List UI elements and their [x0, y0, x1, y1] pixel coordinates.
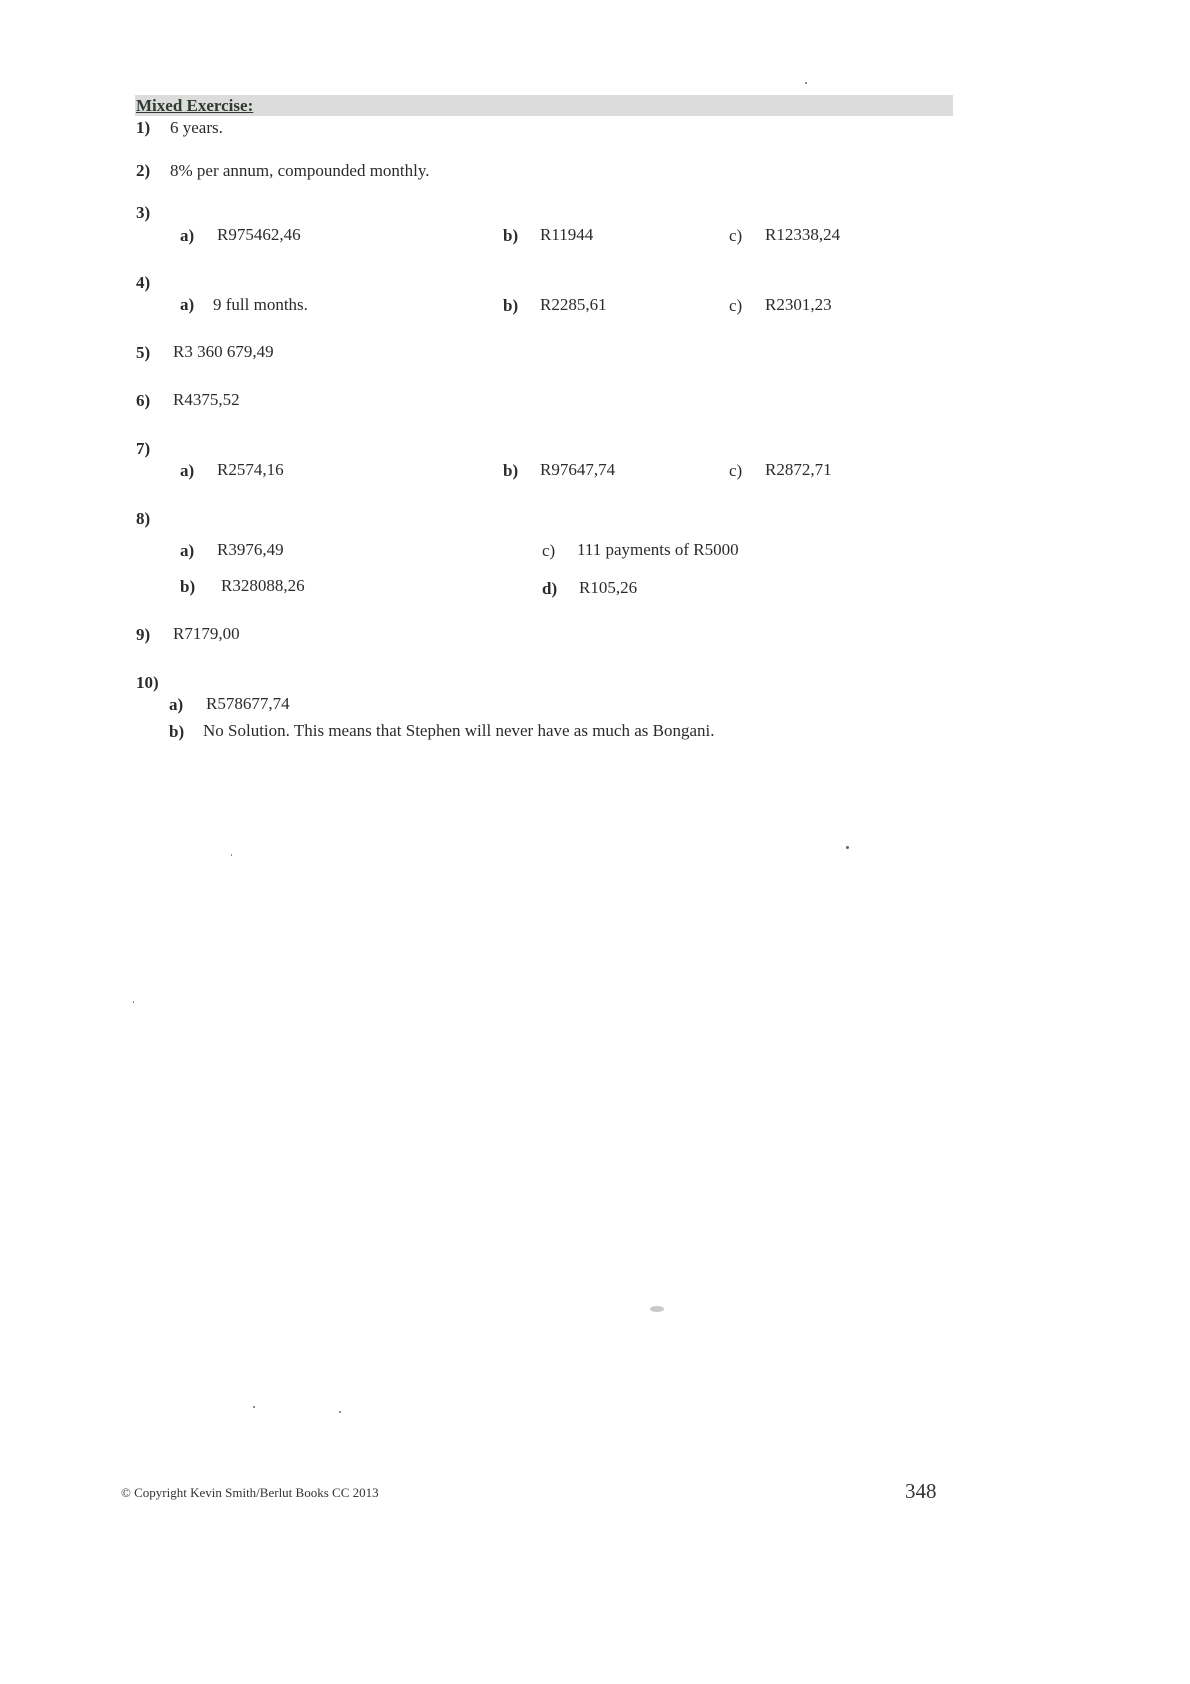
answer-10b-label: b)	[169, 722, 185, 741]
copyright-notice: © Copyright Kevin Smith/Berlut Books CC 2013	[121, 1485, 379, 1500]
answer-8b-label: b)	[180, 577, 196, 596]
answer-8c: 111 payments of R5000	[577, 540, 739, 559]
answer-3b: R11944	[540, 225, 594, 244]
answer-7c: R2872,71	[765, 460, 832, 479]
scan-speck	[231, 854, 232, 856]
question-number-5: 5)	[136, 343, 151, 362]
answer-8a: R3976,49	[217, 540, 284, 559]
question-number-4: 4)	[136, 273, 151, 292]
answer-10a: R578677,74	[206, 694, 290, 713]
answer-4a: 9 full months.	[213, 295, 308, 314]
answer-7a-label: a)	[180, 461, 195, 480]
question-number-9: 9)	[136, 625, 151, 644]
answer-2: 8% per annum, compounded monthly.	[170, 161, 430, 180]
answer-3b-label: b)	[503, 226, 519, 245]
answer-7b: R97647,74	[540, 460, 616, 479]
heading-band	[135, 95, 953, 116]
scan-speck	[805, 82, 807, 84]
answer-3a-label: a)	[180, 226, 195, 245]
question-number-1: 1)	[136, 118, 151, 137]
question-number-6: 6)	[136, 391, 151, 410]
answer-4c: R2301,23	[765, 295, 832, 314]
answer-3a: R975462,46	[217, 225, 301, 244]
answer-10b: No Solution. This means that Stephen will never have as much as Bongani.	[203, 721, 715, 740]
page-number: 348	[905, 1479, 937, 1503]
answer-9: R7179,00	[173, 624, 240, 643]
question-number-8: 8)	[136, 509, 151, 528]
answer-7b-label: b)	[503, 461, 519, 480]
answer-7c-label: c)	[729, 461, 743, 480]
answer-3c-label: c)	[729, 226, 743, 245]
scan-speck	[253, 1406, 255, 1408]
scan-smudge	[650, 1306, 664, 1312]
answer-5: R3 360 679,49	[173, 342, 274, 361]
question-number-7: 7)	[136, 439, 151, 458]
answer-4a-label: a)	[180, 295, 195, 314]
answer-8b: R328088,26	[221, 576, 305, 595]
scan-speck	[846, 846, 849, 849]
answer-7a: R2574,16	[217, 460, 284, 479]
answer-4b: R2285,61	[540, 295, 607, 314]
section-heading: Mixed Exercise:	[136, 96, 254, 115]
answer-8d: R105,26	[579, 578, 638, 597]
answer-4c-label: c)	[729, 296, 743, 315]
answer-6: R4375,52	[173, 390, 240, 409]
question-number-10: 10)	[136, 673, 159, 692]
answer-8c-label: c)	[542, 541, 556, 560]
question-number-2: 2)	[136, 161, 151, 180]
answer-4b-label: b)	[503, 296, 519, 315]
answer-10a-label: a)	[169, 695, 184, 714]
scan-speck	[133, 1001, 134, 1003]
answer-8a-label: a)	[180, 541, 195, 560]
answer-3c: R12338,24	[765, 225, 841, 244]
scan-speck	[339, 1411, 341, 1413]
question-number-3: 3)	[136, 203, 151, 222]
answer-1: 6 years.	[170, 118, 223, 137]
answer-8d-label: d)	[542, 579, 558, 598]
